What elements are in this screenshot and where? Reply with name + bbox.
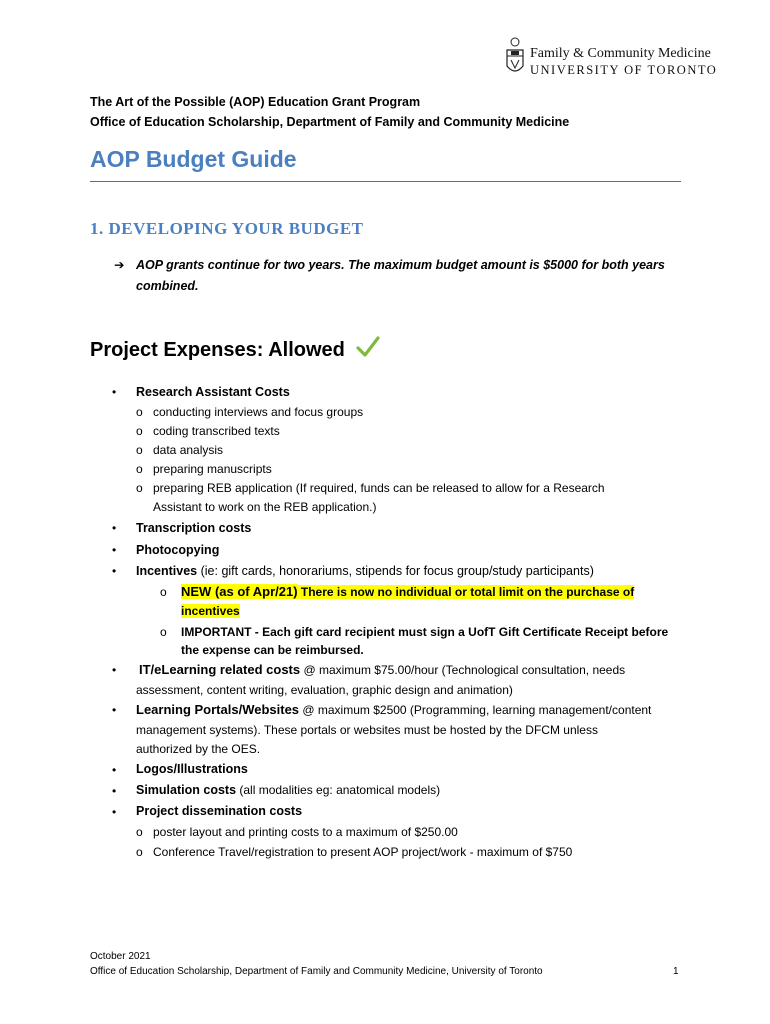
- logo-university: UNIVERSITY OF TORONTO: [530, 63, 718, 77]
- program-name: The Art of the Possible (AOP) Education Grant Program: [90, 95, 421, 109]
- page-title: AOP Budget Guide: [90, 146, 297, 172]
- incentives-new-note: [181, 584, 634, 599]
- page-number: 1: [673, 966, 679, 977]
- sub-bullet-icon: o: [136, 481, 143, 495]
- bullet-icon: •: [112, 663, 117, 677]
- bullet-icon: •: [112, 763, 117, 777]
- list-item-it: IT/eLearning related costs @ maximum $75.00/hour (Technological consultation, needs: [139, 662, 626, 677]
- list-item-incentives: [136, 564, 594, 578]
- budget-note-text: AOP grants continue for two years. The maximum budget amount is $5000 for both years combined.: [136, 258, 665, 293]
- list-subitem: coding transcribed texts: [153, 424, 280, 438]
- incentives-important-note-continued: the expense can be reimbursed.: [181, 643, 364, 657]
- list-item: Research Assistant Costs: [136, 385, 290, 399]
- list-subitem: conducting interviews and focus groups: [153, 405, 364, 419]
- sub-bullet-icon: o: [136, 424, 143, 438]
- list-item-it-continued: assessment, content writing, evaluation, graphic design and animation): [136, 683, 513, 697]
- bullet-icon: •: [112, 543, 117, 557]
- bullet-icon: •: [112, 805, 117, 819]
- sub-bullet-icon: o: [136, 845, 143, 859]
- list-item-portals: Learning Portals/Websites @ maximum $2500 (Programming, learning management/content: [136, 702, 652, 717]
- new-badge: NEW (as of Apr/21): [181, 584, 298, 599]
- sub-bullet-icon: o: [136, 443, 143, 457]
- new-note-text: There is now no individual or total limit on the purchase of: [297, 585, 635, 599]
- sub-bullet-icon: o: [160, 585, 167, 599]
- list-item-portals-continued: management systems). These portals or websites must be hosted by the DFCM unless: [136, 723, 598, 737]
- list-item: Photocopying: [136, 543, 220, 557]
- list-subitem: data analysis: [153, 443, 224, 457]
- footer-office: Office of Education Scholarship, Department of Family and Community Medicine, University of Toronto: [90, 966, 543, 977]
- title-divider: [90, 181, 681, 182]
- incentives-important-note: IMPORTANT - Each gift card recipient must sign a UofT Gift Certificate Receipt before: [181, 625, 669, 639]
- budget-note: [114, 255, 674, 297]
- expenses-heading-text: Project Expenses: Allowed: [90, 339, 345, 361]
- list-subitem-continued: Assistant to work on the REB application.): [153, 500, 377, 514]
- list-item: Logos/Illustrations: [136, 762, 248, 776]
- checkmark-icon: [356, 336, 380, 358]
- incentives-new-note-continued: incentives: [181, 604, 240, 618]
- expenses-heading: [90, 336, 380, 362]
- bullet-icon: •: [112, 564, 117, 578]
- bullet-icon: •: [112, 521, 117, 535]
- bullet-icon: •: [112, 703, 117, 717]
- incentives-label: Incentives: [136, 564, 198, 578]
- sub-bullet-icon: o: [136, 462, 143, 476]
- footer-date: October 2021: [90, 951, 151, 962]
- list-item-portals-continued: authorized by the OES.: [136, 742, 261, 756]
- list-item: Project dissemination costs: [136, 804, 303, 818]
- office-name: Office of Education Scholarship, Department of Family and Community Medicine: [90, 115, 570, 129]
- university-crest-icon: [505, 36, 525, 78]
- bullet-icon: •: [112, 385, 117, 399]
- section-heading: 1. DEVELOPING YOUR BUDGET: [90, 219, 364, 238]
- list-subitem: preparing manuscripts: [153, 462, 272, 476]
- list-item-simulation: Simulation costs (all modalities eg: anatomical models): [136, 783, 441, 797]
- list-subitem: preparing REB application (If required, funds can be released to allow for a Research: [153, 481, 605, 495]
- sub-bullet-icon: o: [160, 625, 167, 639]
- sub-bullet-icon: o: [136, 405, 143, 419]
- right-arrow-icon: ➔: [114, 258, 125, 272]
- bullet-icon: •: [112, 784, 117, 798]
- list-item: Transcription costs: [136, 521, 252, 535]
- list-subitem: Conference Travel/registration to present AOP project/work - maximum of $750: [153, 845, 573, 859]
- list-subitem: poster layout and printing costs to a maximum of $250.00: [153, 825, 458, 839]
- sub-bullet-icon: o: [136, 825, 143, 839]
- logo-department: Family & Community Medicine: [530, 46, 711, 61]
- incentives-detail: (ie: gift cards, honorariums, stipends for focus group/study participants): [197, 564, 594, 578]
- university-logo: [505, 36, 745, 84]
